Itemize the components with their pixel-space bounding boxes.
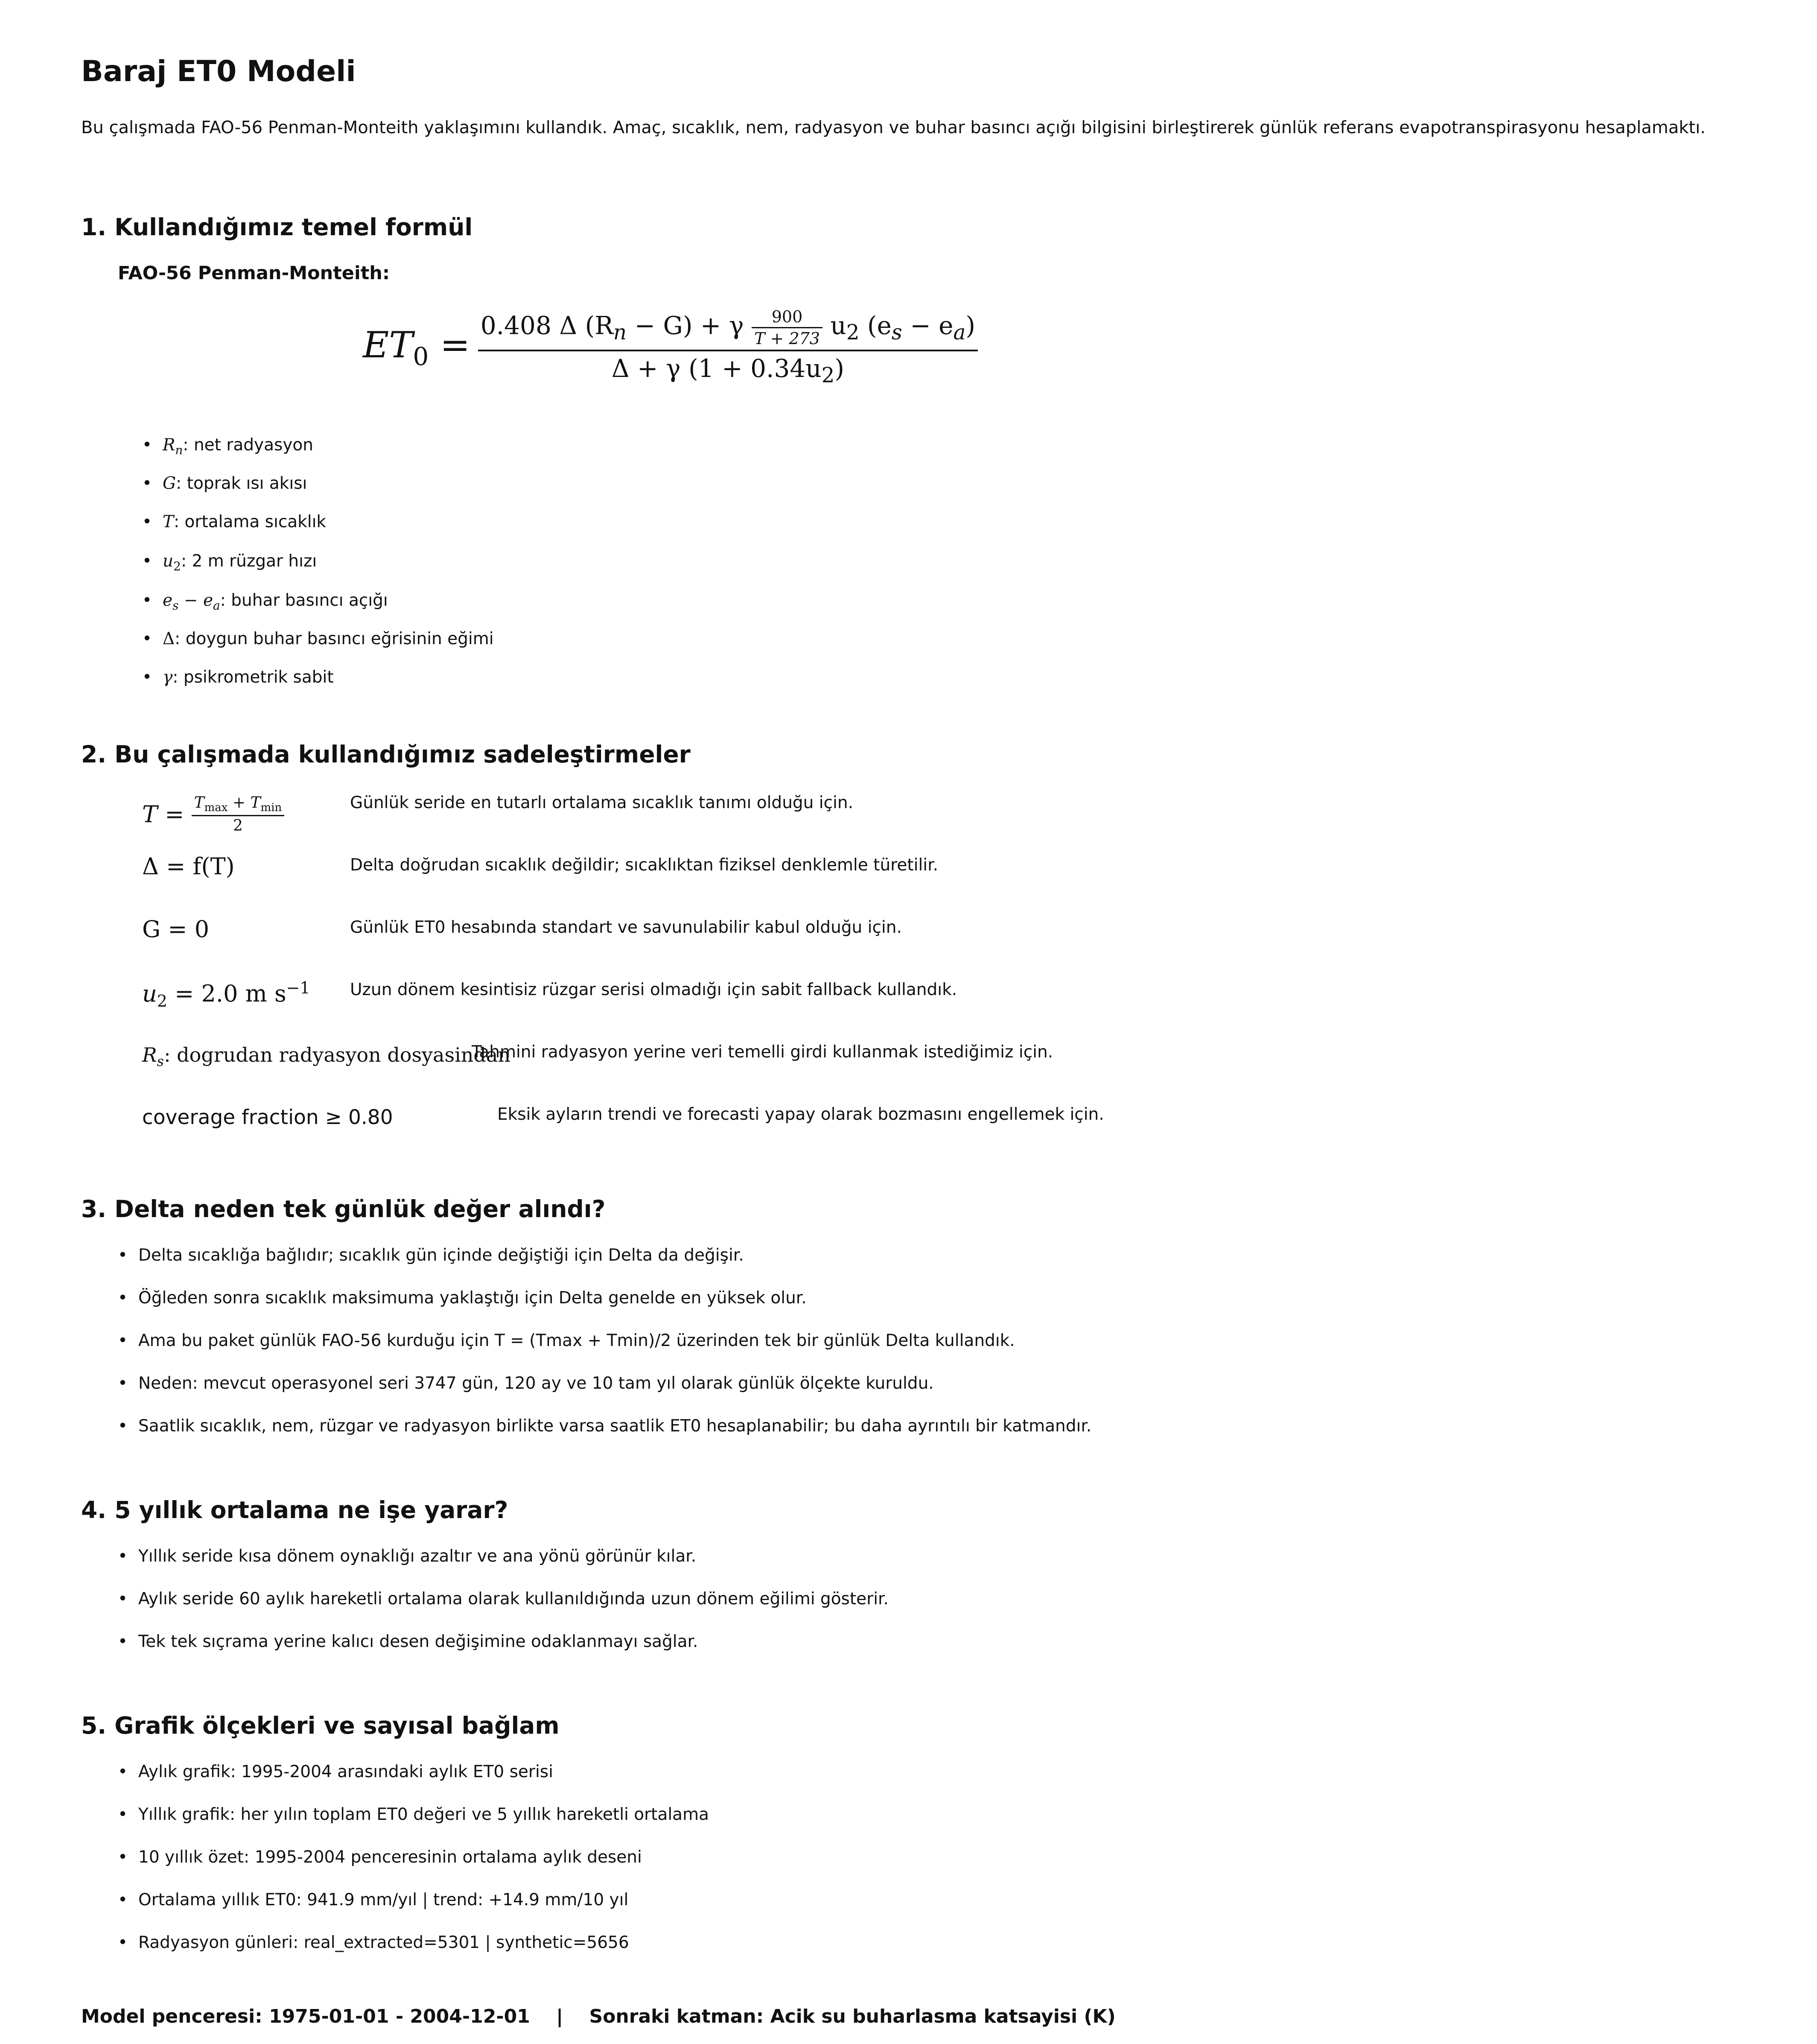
variable-bullet: • T: ortalama sıcaklık [142, 512, 326, 531]
list-item: • Delta sıcaklığa bağlıdır; sıcaklık gün içinde değiştiği için Delta da değişir. [118, 1246, 744, 1265]
variable-symbol-sub2: a [213, 598, 220, 613]
list-item-text: Saatlik sıcaklık, nem, rüzgar ve radyasyon birlikte varsa saatlik ET0 hesaplanabilir; bu daha ayrıntılı bir katmandır. [138, 1416, 1092, 1436]
simplification-fraction-num [192, 794, 285, 816]
simplification-description: Uzun dönem kesintisiz rüzgar serisi olmadığı için sabit fallback kullandık. [350, 980, 957, 999]
section-2-heading: 2. Bu çalışmada kullandığımız sadeleştirmeler [81, 741, 691, 768]
simplification-description: Günlük ET0 hesabında standart ve savunulabilir kabul olduğu için. [350, 918, 902, 937]
simplification-num-b: + T [227, 794, 261, 812]
simplification-math [142, 978, 310, 1010]
simplification-math-a: R [142, 1043, 157, 1066]
list-item-text: Ortalama yıllık ET0: 941.9 mm/yıl | trend: +14.9 mm/10 yıl [138, 1890, 629, 1910]
simplification-math-b: = 2.0 m s [167, 980, 286, 1007]
list-item-text: Aylık seride 60 aylık hareketli ortalama olarak kullanıldığında uzun dönem eğilimi gösterir. [138, 1589, 889, 1609]
simplification-num-a-sub: max [204, 801, 228, 815]
list-item: • Ortalama yıllık ET0: 941.9 mm/yıl | trend: +14.9 mm/10 yıl [118, 1890, 629, 1910]
formula-num-b: − G) + γ [627, 311, 752, 340]
variable-description: : net radyasyon [183, 435, 314, 455]
section-5-heading: 5. Grafik ölçekleri ve sayısal bağlam [81, 1712, 560, 1739]
section-3-heading: 3. Delta neden tek günlük değer alındı? [81, 1195, 606, 1223]
simplification-math-b: : dogrudan radyasyon dosyasindan [164, 1043, 510, 1066]
formula-den-b: ) [834, 354, 845, 383]
variable-bullet: • $e_s - e_a$: buhar basıncı açığı [142, 591, 388, 613]
simplification-math-sup: −1 [286, 978, 310, 997]
formula-num-f: ) [965, 311, 975, 340]
page-title: Baraj ET0 Modeli [81, 55, 356, 88]
footer-model-window: Model penceresi: 1975-01-01 - 2004-12-01 | Sonraki katman: Acik su buharlasma katsayisi (K) [81, 2006, 1116, 2027]
simplification-num-b-sub: min [260, 801, 282, 815]
variable-description: : 2 m rüzgar hızı [181, 552, 317, 571]
simplification-description: Tahmini radyasyon yerine veri temelli girdi kullanmak istediğimiz için. [472, 1042, 1053, 1062]
list-item-text: 10 yıllık özet: 1995-2004 penceresinin ortalama aylık deseni [138, 1848, 642, 1867]
formula-equals: = [440, 324, 470, 366]
simplification-fraction-den: 2 [233, 817, 243, 835]
list-item-text: Delta sıcaklığa bağlıdır; sıcaklık gün içinde değiştiği için Delta da değişir. [138, 1246, 744, 1265]
formula-numerator [478, 307, 978, 351]
formula-fraction [478, 307, 978, 388]
variable-symbol: G [163, 474, 176, 493]
formula-num-a-sub: n [613, 321, 627, 345]
variable-bullet: • G: toprak ısı akısı [142, 474, 307, 493]
list-item-text: Öğleden sonra sıcaklık maksimuma yaklaştığı için Delta genelde en yüksek olur. [138, 1288, 807, 1308]
simplification-math [142, 1043, 510, 1069]
list-item: • Öğleden sonra sıcaklık maksimuma yaklaştığı için Delta genelde en yüksek olur. [118, 1288, 807, 1308]
simplification-description: Günlük seride en tutarlı ortalama sıcaklık tanımı olduğu için. [350, 793, 854, 812]
formula-den-a: Δ + γ (1 + 0.34u [611, 354, 822, 383]
variable-symbol: R [163, 435, 175, 455]
variable-description: : psikrometrik sabit [172, 668, 334, 687]
formula-inner-num: 900 [752, 307, 822, 328]
formula-num-d: (e [859, 311, 892, 340]
variable-description: : doygun buhar basıncı eğrisinin eğimi [175, 629, 494, 648]
list-item: • 10 yıllık özet: 1995-2004 penceresinin ortalama aylık deseni [118, 1848, 642, 1867]
simplification-math [142, 794, 284, 835]
simplification-num-a: T [194, 794, 204, 812]
list-item-text: Yıllık seride kısa dönem oynaklığı azaltır ve ana yönü görünür kılar. [138, 1547, 697, 1566]
formula-inner-fraction [752, 307, 822, 348]
variable-symbol-sub: s [172, 598, 179, 613]
list-item: • Saatlik sıcaklık, nem, rüzgar ve radyasyon birlikte varsa saatlik ET0 hesaplanabilir; bu daha ayrıntılı bir katmandır. [118, 1416, 1092, 1436]
variable-description: : toprak ısı akısı [176, 474, 307, 493]
simplification-math-a: u [142, 980, 157, 1007]
list-item: • Aylık grafik: 1995-2004 arasındaki aylık ET0 serisi [118, 1762, 553, 1781]
intro-paragraph: Bu çalışmada FAO-56 Penman-Monteith yaklaşımını kullandık. Amaç, sıcaklık, nem, radyasyon ve buhar basıncı açığı bilgisini birleştirerek günlük referans evapotranspirasyonu hesaplamaktı. [81, 118, 1706, 137]
variable-bullet: • $R_n$: net radyasyon [142, 435, 314, 457]
simplification-math-sub: 2 [157, 991, 167, 1010]
variable-symbol: u [163, 552, 174, 571]
variable-symbol: T [163, 512, 174, 531]
variable-symbol-sub: 2 [173, 559, 181, 573]
simplification-description: Eksik ayların trendi ve forecasti yapay olarak bozmasını engellemek için. [497, 1105, 1104, 1124]
variable-symbol: e [163, 591, 173, 610]
list-item: • Ama bu paket günlük FAO-56 kurduğu için T = (Tmax + Tmin)/2 üzerinden tek bir günlük Delta kullandık. [118, 1331, 1015, 1350]
list-item-text: Ama bu paket günlük FAO-56 kurduğu için T = (Tmax + Tmin)/2 üzerinden tek bir günlük Delta kullandık. [138, 1331, 1015, 1350]
variable-bullet: • γ: psikrometrik sabit [142, 668, 334, 687]
list-item: • Aylık seride 60 aylık hareketli ortalama olarak kullanıldığında uzun dönem eğilimi gösterir. [118, 1589, 889, 1609]
section-4-heading: 4. 5 yıllık ortalama ne işe yarar? [81, 1496, 508, 1524]
variable-symbol: γ [163, 668, 173, 687]
variable-description: : buhar basıncı açığı [220, 591, 388, 610]
formula-num-e-sub: a [953, 321, 966, 345]
variable-symbol: Δ [163, 629, 175, 648]
formula-lhs: ET [363, 324, 413, 366]
list-item: • Radyasyon günleri: real_extracted=5301 | synthetic=5656 [118, 1933, 629, 1952]
simplification-math-sub: s [157, 1053, 164, 1070]
variable-bullet: • $u_2$: 2 m rüzgar hızı [142, 552, 317, 573]
list-item: • Neden: mevcut operasyonel seri 3747 gün, 120 ay ve 10 tam yıl olarak günlük ölçekte kuruldu. [118, 1374, 934, 1393]
list-item: • Yıllık seride kısa dönem oynaklığı azaltır ve ana yönü görünür kılar. [118, 1547, 697, 1566]
formula-num-e: − e [902, 311, 954, 340]
formula-num-c: u [822, 311, 846, 340]
formula-num-d-sub1: s [891, 321, 902, 345]
simplification-description: Delta doğrudan sıcaklık değildir; sıcaklıktan fiziksel denklemle türetilir. [350, 856, 938, 875]
simplification-fraction [192, 794, 285, 835]
formula-inner-den: T + 273 [754, 329, 820, 348]
formula-subheading: FAO-56 Penman-Monteith: [118, 263, 390, 284]
section-1-heading: 1. Kullandığımız temel formül [81, 213, 473, 241]
variable-description: : ortalama sıcaklık [174, 512, 326, 531]
formula-den-sub: 2 [821, 363, 835, 388]
penman-monteith-formula [363, 307, 978, 388]
simplification-math: Δ = f(T) [142, 853, 235, 880]
list-item: • Yıllık grafik: her yılın toplam ET0 değeri ve 5 yıllık hareketli ortalama [118, 1805, 709, 1824]
formula-denominator [478, 351, 978, 388]
list-item-text: Radyasyon günleri: real_extracted=5301 | synthetic=5656 [138, 1933, 629, 1952]
list-item-text: Neden: mevcut operasyonel seri 3747 gün, 120 ay ve 10 tam yıl olarak günlük ölçekte kuruldu. [138, 1374, 934, 1393]
list-item: • Tek tek sıçrama yerine kalıcı desen değişimine odaklanmayı sağlar. [118, 1632, 698, 1651]
simplification-math: coverage fraction ≥ 0.80 [142, 1106, 393, 1129]
simplification-math: G = 0 [142, 916, 210, 943]
variable-bullet: • Δ: doygun buhar basıncı eğrisinin eğimi [142, 629, 494, 648]
list-item-text: Aylık grafik: 1995-2004 arasındaki aylık ET0 serisi [138, 1762, 553, 1781]
list-item-text: Yıllık grafik: her yılın toplam ET0 değeri ve 5 yıllık hareketli ortalama [138, 1805, 709, 1824]
simplification-math-lhs: T = [142, 801, 184, 828]
formula-num-c-sub: 2 [846, 321, 860, 345]
list-item-text: Tek tek sıçrama yerine kalıcı desen değişimine odaklanmayı sağlar. [138, 1632, 698, 1651]
formula-num-a: 0.408 Δ (R [480, 311, 613, 340]
variable-symbol-sub: n [175, 443, 183, 457]
formula-lhs-sub: 0 [413, 342, 429, 371]
variable-symbol-mid: − e [178, 591, 213, 610]
